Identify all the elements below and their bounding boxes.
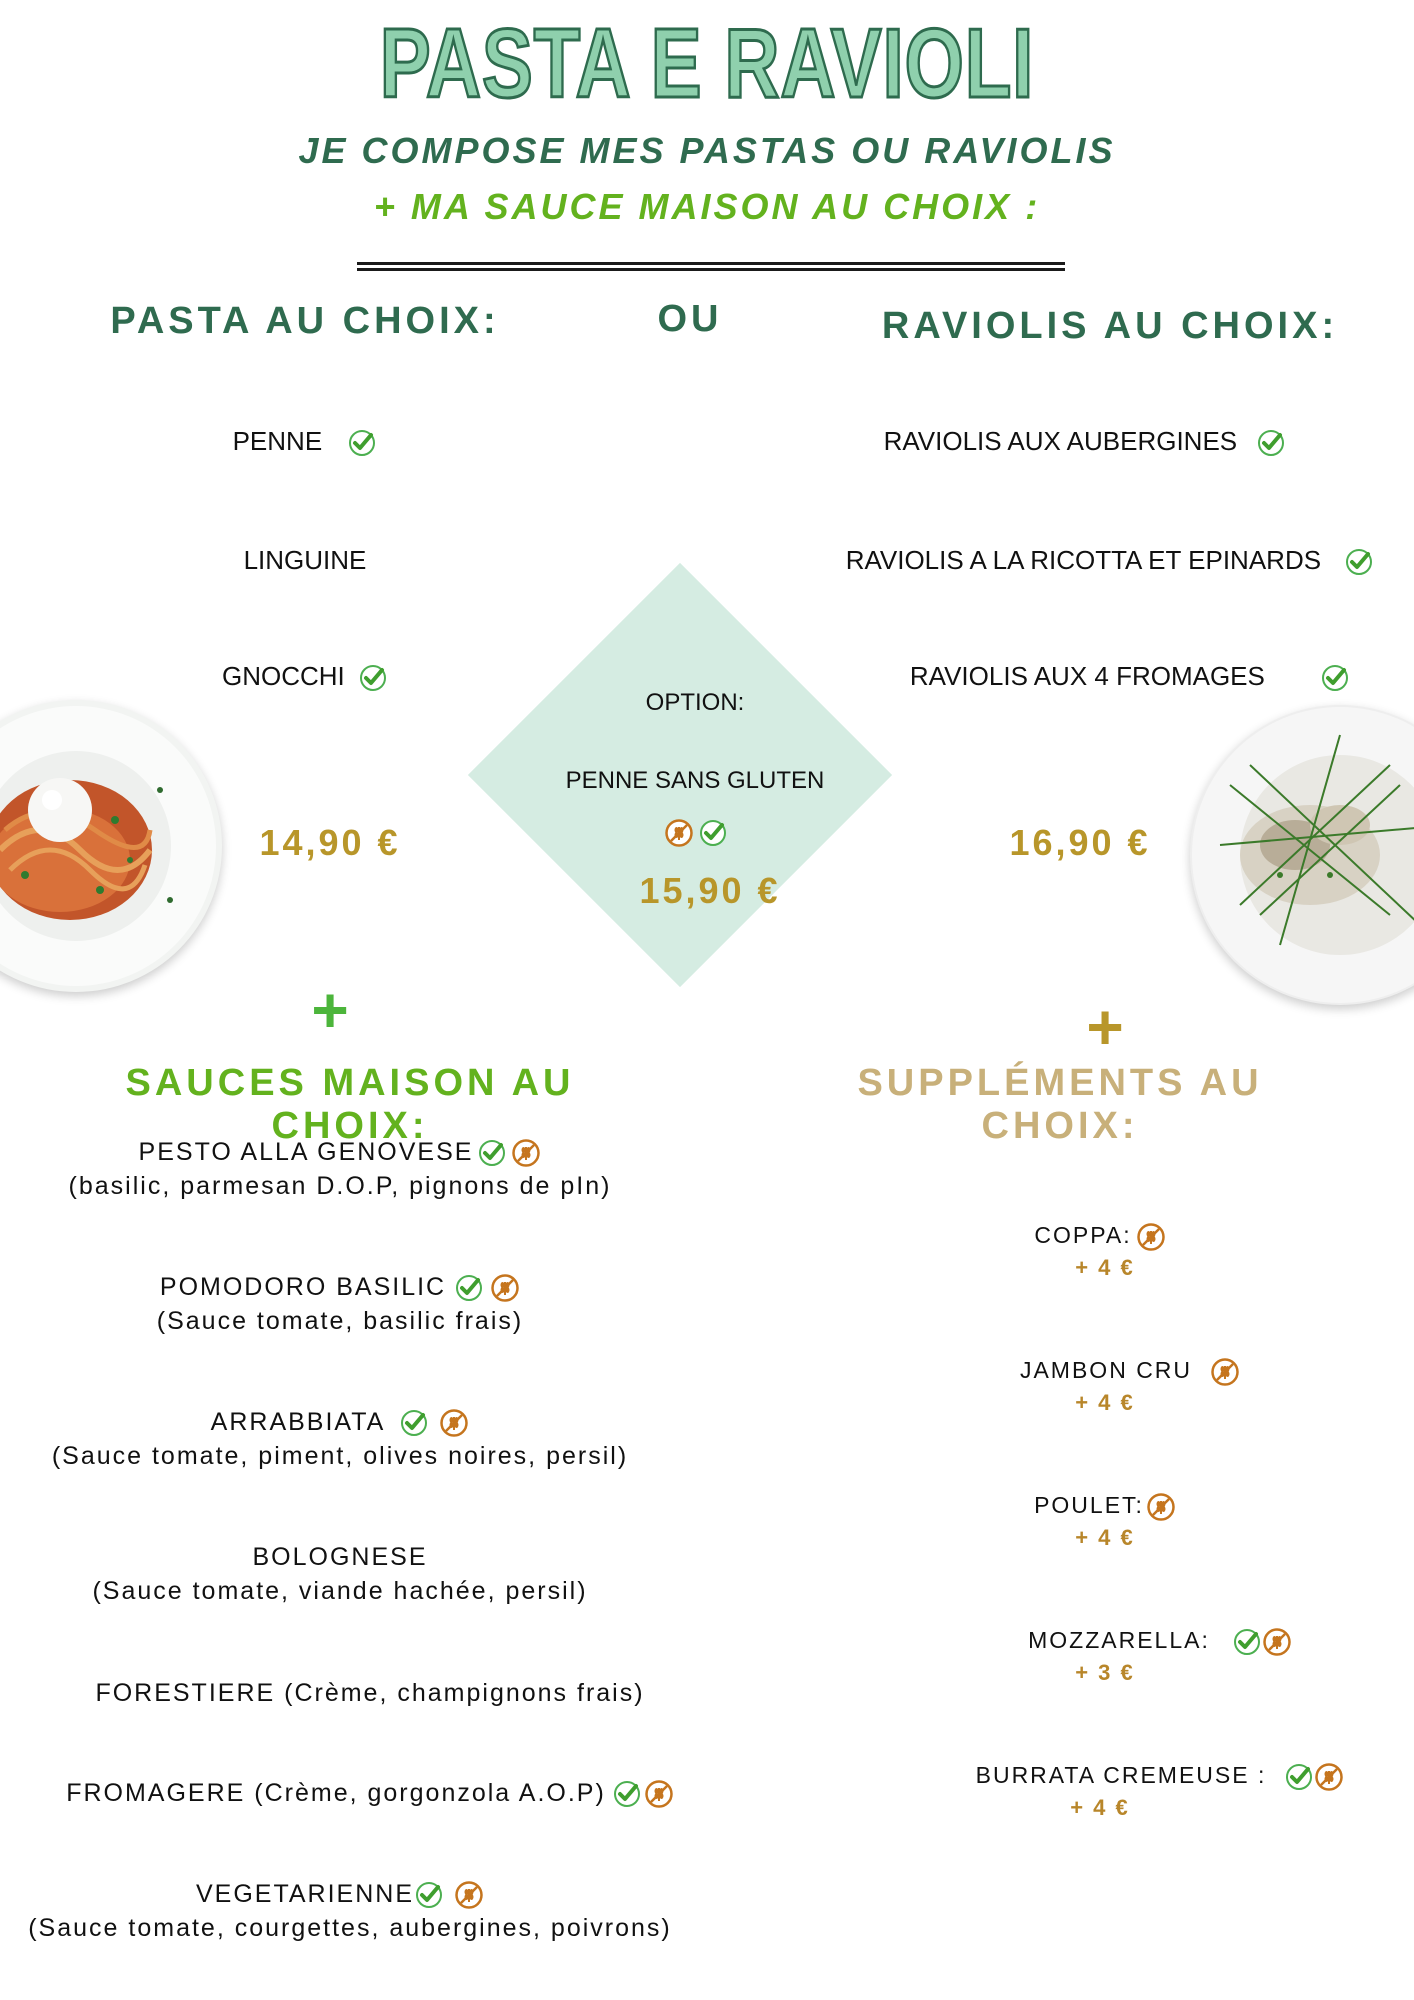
sauce-item-vegetarienne (0, 1880, 680, 1910)
sauce-desc: (basilic, parmesan D.O.P, pignons de pIn) (68, 1172, 612, 1200)
subtitle-line-2: + MA SAUCE MAISON AU CHOIX : (373, 186, 1041, 227)
plus-sign-supplements: + (1086, 991, 1124, 1063)
supplement-name: MOZZARELLA: (1028, 1627, 1210, 1654)
raviolis-heading: RAVIOLIS AU CHOIX: (881, 305, 1339, 347)
sauce-name: VEGETARIENNE (195, 1880, 415, 1908)
gluten-free-icon (664, 818, 694, 848)
supplement-item-poulet (900, 1492, 1310, 1522)
divider-rule (357, 262, 1065, 265)
option-price: 15,90 € (639, 870, 781, 911)
option-label: OPTION: (645, 689, 745, 716)
gluten-free-icon (1146, 1492, 1176, 1522)
sauce-name: FROMAGERE (Crème, gorgonzola A.O.P) (66, 1779, 606, 1807)
vegetarian-check-icon (358, 663, 388, 693)
vegetarian-check-icon (454, 1273, 484, 1303)
vegetarian-check-icon (1320, 663, 1350, 693)
divider-rule (357, 268, 1065, 271)
pasta-item-label: LINGUINE (243, 545, 367, 575)
sauce-item-pomodoro (0, 1273, 680, 1303)
vegetarian-check-icon (414, 1880, 444, 1910)
raviolis-item-label: RAVIOLIS AUX AUBERGINES (883, 426, 1238, 456)
sauce-item-bolognese (0, 1543, 680, 1572)
supplement-price: + 3 € (1075, 1660, 1135, 1685)
supplement-price: + 4 € (1075, 1255, 1135, 1280)
sauce-desc: (Sauce tomate, basilic frais) (156, 1307, 524, 1335)
supplements-heading: SUPPLÉMENTS AU CHOIX: (857, 1062, 1263, 1147)
sauces-heading: SAUCES MAISON AU CHOIX: (125, 1062, 575, 1147)
supplement-item-coppa (900, 1222, 1300, 1252)
pasta-item-penne (150, 426, 460, 458)
supplement-item-mozzarella (920, 1627, 1400, 1657)
gluten-free-icon (490, 1273, 520, 1303)
supplement-name: BURRATA CREMEUSE : (975, 1762, 1267, 1789)
gluten-free-icon (644, 1779, 674, 1809)
vegetarian-check-icon (399, 1408, 429, 1438)
gluten-free-icon (1136, 1222, 1166, 1252)
pasta-heading: PASTA AU CHOIX: (110, 300, 500, 342)
gluten-free-icon (439, 1408, 469, 1438)
raviolis-item-aubergines (850, 426, 1320, 458)
raviolis-item-ricotta (840, 545, 1380, 577)
sauce-name: PESTO ALLA GENOVESE (138, 1138, 474, 1166)
pasta-price: 14,90 € (259, 822, 401, 863)
gluten-free-icon (1262, 1627, 1292, 1657)
raviolis-item-label: RAVIOLIS AUX 4 FROMAGES (909, 661, 1265, 691)
pasta-burrata-photo (0, 700, 222, 992)
raviolis-photo (1190, 705, 1414, 1005)
supplement-item-burrata (920, 1762, 1400, 1792)
supplement-name: POULET: (1034, 1492, 1144, 1519)
sauce-item-pesto (0, 1138, 680, 1168)
gluten-free-icon (511, 1138, 541, 1168)
supplement-price: + 4 € (1075, 1525, 1135, 1550)
plus-sign-sauces: + (311, 974, 349, 1046)
pasta-item-linguine (150, 545, 460, 576)
option-item: PENNE SANS GLUTEN (565, 767, 825, 794)
sauce-name: ARRABBIATA (210, 1408, 386, 1436)
or-label: OU (657, 298, 723, 340)
sauce-name: POMODORO BASILIC (159, 1273, 447, 1301)
supplement-name: JAMBON CRU (1019, 1357, 1193, 1384)
gluten-free-icon (454, 1880, 484, 1910)
raviolis-item-label: RAVIOLIS A LA RICOTTA ET EPINARDS (845, 545, 1322, 575)
sauce-item-forestiere (0, 1679, 740, 1708)
supplement-item-jambon-cru (900, 1357, 1360, 1387)
sauce-desc: (Sauce tomate, piment, olives noires, persil) (51, 1442, 629, 1470)
sauce-item-fromagere (0, 1779, 740, 1809)
option-icons (664, 818, 744, 850)
sauce-name: BOLOGNESE (252, 1543, 428, 1571)
raviolis-item-4-fromages (880, 661, 1380, 693)
vegetarian-check-icon (477, 1138, 507, 1168)
pasta-item-gnocchi (150, 661, 460, 693)
supplement-name: COPPA: (1034, 1222, 1132, 1249)
vegetarian-check-icon (347, 428, 377, 458)
vegetarian-check-icon (1344, 547, 1374, 577)
gluten-free-icon (1210, 1357, 1240, 1387)
vegetarian-check-icon (612, 1779, 642, 1809)
subtitle-line-1: JE COMPOSE MES PASTAS OU RAVIOLIS (298, 130, 1116, 171)
raviolis-price: 16,90 € (1009, 822, 1151, 863)
sauce-name: FORESTIERE (Crème, champignons frais) (95, 1679, 645, 1707)
supplement-price: + 4 € (1070, 1795, 1130, 1820)
supplement-price: + 4 € (1075, 1390, 1135, 1415)
pasta-item-label: GNOCCHI (221, 661, 345, 691)
sauce-desc: (Sauce tomate, viande hachée, persil) (92, 1577, 588, 1605)
sauce-item-arrabbiata (0, 1408, 680, 1438)
vegetarian-check-icon (698, 818, 728, 848)
page-title: PASTA E RAVIOLI (379, 8, 1035, 118)
vegetarian-check-icon (1232, 1627, 1262, 1657)
vegetarian-check-icon (1284, 1762, 1314, 1792)
sauce-desc: (Sauce tomate, courgettes, aubergines, poivrons) (28, 1914, 672, 1942)
gluten-free-icon (1314, 1762, 1344, 1792)
pasta-item-label: PENNE (232, 426, 323, 456)
vegetarian-check-icon (1256, 428, 1286, 458)
